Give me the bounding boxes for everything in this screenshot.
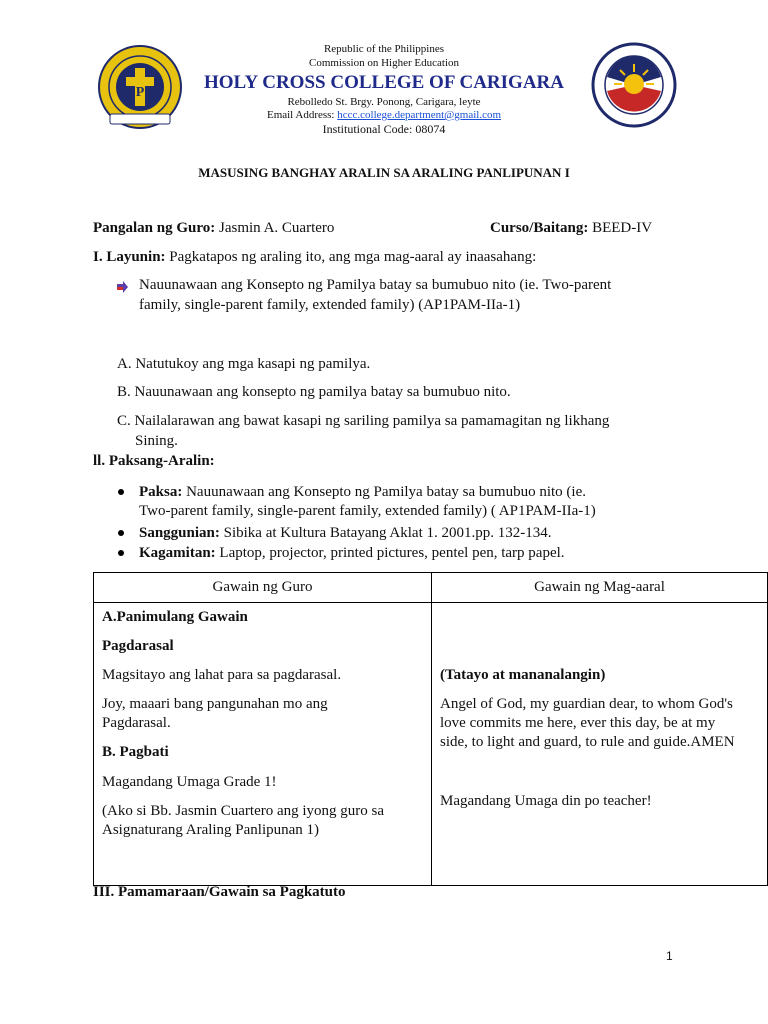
subject-heading: ll. Paksang-Aralin: <box>93 453 215 469</box>
student-stand: (Tatayo at mananalangin) <box>440 667 606 683</box>
teacher-label: Pangalan ng Guro: <box>93 220 216 236</box>
student-greeting: Magandang Umaga din po teacher! <box>440 793 652 809</box>
email-label: Email Address: <box>266 109 338 121</box>
section-3-heading: III. Pamamaraan/Gawain sa Pagkatuto <box>93 884 346 900</box>
teacher-line-lead-a: Joy, maaari bang pangunahan mo ang <box>102 696 328 712</box>
panimulang-gawain: A.Panimulang Gawain <box>102 609 248 625</box>
paksa-line2: Two-parent family, single-parent family, extended family) ( AP1PAM-IIa-1) <box>139 503 596 519</box>
objective-a: A. Natutukoy ang mga kasapi ng pamilya. <box>117 356 371 372</box>
document-title: MASUSING BANGHAY ARALIN SA ARALING PANLIPUNAN I <box>198 165 570 180</box>
page-number: 1 <box>666 949 673 963</box>
college-name: HOLY CROSS COLLEGE OF CARIGARA <box>203 72 564 93</box>
pagdarasal-heading: Pagdarasal <box>102 638 174 654</box>
objective-b: B. Nauunawaan ang konsepto ng pamilya batay sa bumubuo nito. <box>117 384 511 400</box>
kagamitan-value: Laptop, projector, printed pictures, pentel pen, tarp papel. <box>215 545 565 561</box>
objectives-intro: Pagkatapos ng araling ito, ang mga mag-aaral ay inaasahang: <box>165 249 537 265</box>
svg-text:P: P <box>135 85 145 100</box>
objective-c-continuation: Sining. <box>135 433 178 449</box>
bullet-icon <box>118 489 124 495</box>
objective-main-line2: family, single-parent family, extended family) (AP1PAM-IIa-1) <box>139 297 521 313</box>
teacher-name <box>93 219 334 238</box>
table-header-row <box>94 573 768 603</box>
course-value: BEED-IV <box>588 220 653 236</box>
address-line: Rebolledo St. Brgy. Ponong, Carigara, leyte <box>287 96 481 108</box>
sanggunian-label: Sanggunian: <box>139 525 220 541</box>
email-line <box>0 109 768 122</box>
objectives-heading <box>93 248 536 267</box>
bullet-icon <box>118 550 124 556</box>
objectives-label: I. Layunin: <box>93 249 166 265</box>
teacher-activity-header: Gawain ng Guro <box>94 573 432 603</box>
student-prayer-2: love commits me here, ever this day, be at my <box>440 715 716 731</box>
teacher-line-stand: Magsitayo ang lahat para sa pagdarasal. <box>102 667 342 683</box>
objective-c: C. Nailalarawan ang bawat kasapi ng sariling pamilya sa pamamagitan ng likhang <box>117 413 610 429</box>
student-prayer-1: Angel of God, my guardian dear, to whom God's <box>440 696 733 712</box>
pagbati-heading: B. Pagbati <box>102 744 169 760</box>
republic-line: Republic of the Philippines <box>323 43 445 55</box>
sanggunian-line <box>139 524 552 543</box>
course-label: Curso/Baitang: <box>490 220 589 236</box>
teacher-intro-b: Asignaturang Araling Panlipunan 1) <box>102 822 320 838</box>
commission-line: Commission on Higher Education <box>308 57 459 69</box>
arrow-bullet-icon <box>116 280 128 292</box>
course-level <box>490 219 652 238</box>
objective-main-line1: Nauunawaan ang Konsepto ng Pamilya batay sa bumubuo nito (ie. Two-parent <box>139 277 612 293</box>
student-prayer-3: side, to light and guard, to rule and guide.AMEN <box>440 734 735 750</box>
teacher-activity-cell <box>94 603 432 886</box>
lesson-activity-table <box>93 572 768 886</box>
paksa-label: Paksa: <box>139 484 183 500</box>
teacher-greeting: Magandang Umaga Grade 1! <box>102 774 277 790</box>
kagamitan-line <box>139 544 565 563</box>
paksa-line1 <box>139 483 586 502</box>
student-activity-cell <box>432 603 768 886</box>
teacher-value: Jasmin A. Cuartero <box>215 220 335 236</box>
paksa-value: Nauunawaan ang Konsepto ng Pamilya batay sa bumubuo nito (ie. <box>182 484 587 500</box>
bullet-icon <box>118 530 124 536</box>
teacher-line-lead-b: Pagdarasal. <box>102 715 171 731</box>
teacher-intro-a: (Ako si Bb. Jasmin Cuartero ang iyong guro sa <box>102 803 385 819</box>
email-link[interactable]: hccc.college.department@gmail.com <box>337 109 502 121</box>
table-row <box>94 603 768 886</box>
sanggunian-value: Sibika at Kultura Batayang Aklat 1. 2001.pp. 132-134. <box>219 525 552 541</box>
institutional-code: Institutional Code: 08074 <box>322 122 446 136</box>
student-activity-header: Gawain ng Mag-aaral <box>432 573 768 603</box>
kagamitan-label: Kagamitan: <box>139 545 216 561</box>
